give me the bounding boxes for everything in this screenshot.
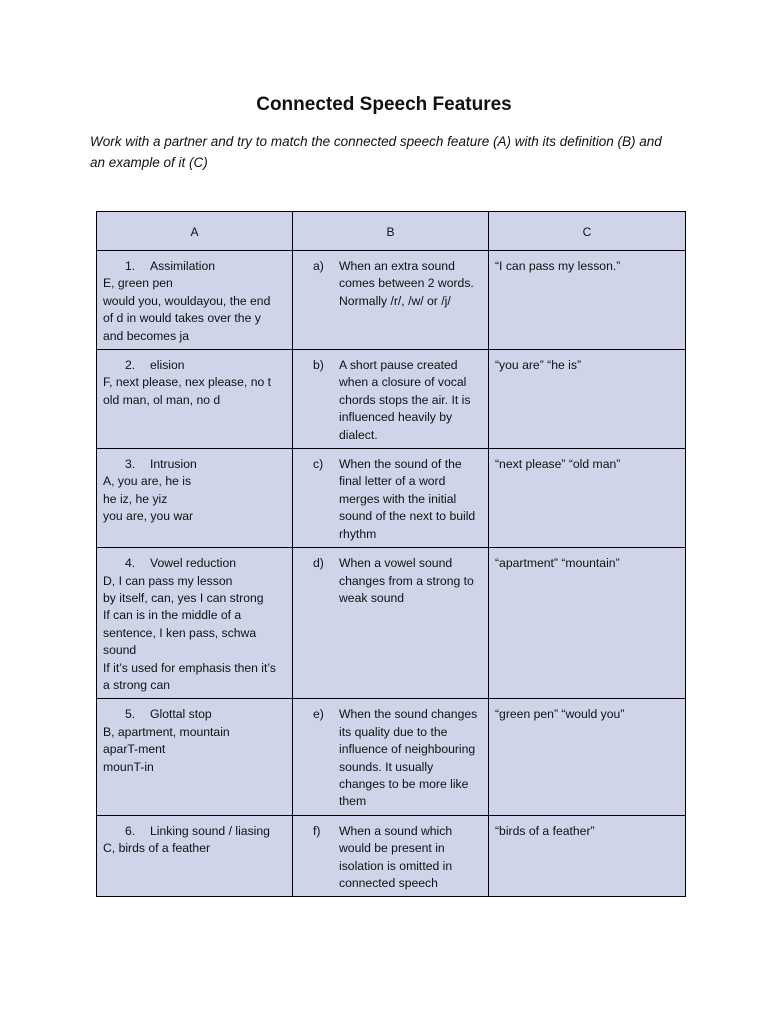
feature-note-line: F, next please, nex please, no t: [103, 375, 272, 390]
definition-text: A short pause created when a closure of vocal chords stops the air. It is influenced heavily by dialect.: [339, 358, 471, 442]
feature-number: 5.: [125, 707, 136, 722]
feature-note-line: a strong can: [103, 677, 171, 692]
feature-note-line: sentence, I ken pass, schwa: [103, 625, 257, 640]
definition-text: When an extra sound comes between 2 words. Normally /r/, /w/ or /j/: [339, 259, 474, 308]
definition-letter: d): [313, 556, 324, 571]
feature-note-line: D, I can pass my lesson: [103, 573, 233, 588]
example-cell: “you are” “he is”: [489, 350, 686, 449]
definition-letter: a): [313, 259, 324, 273]
definition-text: When the sound of the final letter of a word merges with the initial sound of the next to build rhythm: [339, 457, 476, 541]
feature-note-line: of d in would takes over the y: [103, 311, 261, 326]
feature-cell: [97, 699, 293, 815]
definition-letter: c): [313, 457, 324, 472]
speech-features-table: [96, 211, 686, 897]
feature-heading: Assimilation: [150, 259, 216, 273]
feature-cell: [97, 449, 293, 548]
feature-heading: Glottal stop: [150, 707, 212, 722]
table-row: [97, 815, 686, 897]
feature-note-line: If can is in the middle of a: [103, 608, 242, 623]
feature-cell: [97, 350, 293, 449]
table-row: [97, 449, 686, 548]
column-header-a: A: [97, 212, 293, 251]
feature-number: 2.: [125, 358, 136, 373]
column-header-c: C: [489, 212, 686, 251]
definition-cell: [293, 699, 489, 815]
feature-note-line: mounT-in: [103, 759, 154, 774]
definition-cell: [293, 815, 489, 897]
definition-text: When a sound which would be present in isolation is omitted in connected speech: [339, 823, 453, 890]
example-cell: “green pen” “would you”: [489, 699, 686, 815]
feature-number: 6.: [125, 823, 136, 838]
example-cell: “birds of a feather”: [489, 815, 686, 897]
table-row: [97, 350, 686, 449]
example-cell: “next please” “old man”: [489, 449, 686, 548]
feature-note-line: aparT-ment: [103, 742, 166, 757]
feature-note-line: by itself, can, yes I can strong: [103, 590, 264, 605]
feature-note-line: E, green pen: [103, 276, 173, 291]
document-title: Connected Speech Features: [256, 94, 512, 115]
feature-note-line: A, you are, he is: [103, 474, 192, 489]
table-row: [97, 699, 686, 815]
feature-note-line: B, apartment, mountain: [103, 724, 230, 739]
definition-cell: [293, 449, 489, 548]
feature-note-line: If it’s used for emphasis then it’s: [103, 660, 276, 675]
feature-heading: elision: [150, 358, 185, 373]
feature-number: 1.: [125, 259, 136, 273]
table-row: [97, 548, 686, 699]
table-header-row: [97, 212, 686, 251]
example-cell: “apartment” “mountain”: [489, 548, 686, 699]
feature-heading: Vowel reduction: [150, 556, 237, 571]
feature-note-line: he iz, he yiz: [103, 491, 168, 506]
definition-text: When the sound changes its quality due to the influence of neighbouring sounds. It usually changes to be more like them: [339, 707, 478, 809]
definition-letter: f): [313, 823, 321, 838]
example-cell: “I can pass my lesson.”: [489, 251, 686, 350]
feature-cell: [97, 815, 293, 897]
feature-number: 3.: [125, 457, 136, 472]
feature-note-line: you are, you war: [103, 509, 194, 524]
feature-cell: [97, 548, 293, 699]
feature-cell: [97, 251, 293, 350]
feature-heading: Linking sound / liasing: [150, 823, 270, 838]
feature-note-line: and becomes ja: [103, 328, 190, 343]
feature-note-line: C, birds of a feather: [103, 841, 211, 856]
feature-note-line: sound: [103, 643, 137, 658]
feature-note-line: old man, ol man, no d: [103, 392, 221, 407]
definition-letter: e): [313, 707, 324, 722]
definition-cell: [293, 548, 489, 699]
feature-heading: Intrusion: [150, 457, 197, 472]
definition-text: When a vowel sound changes from a strong to weak sound: [339, 556, 474, 605]
feature-number: 4.: [125, 556, 136, 571]
column-header-b: B: [293, 212, 489, 251]
table-row: [97, 251, 686, 350]
definition-cell: [293, 350, 489, 449]
definition-letter: b): [313, 358, 324, 373]
feature-note-line: would you, wouldayou, the end: [103, 293, 271, 308]
definition-cell: [293, 251, 489, 350]
instructions-text: Work with a partner and try to match the connected speech feature (A) with its definition (B) and an example of it (C): [90, 134, 662, 170]
